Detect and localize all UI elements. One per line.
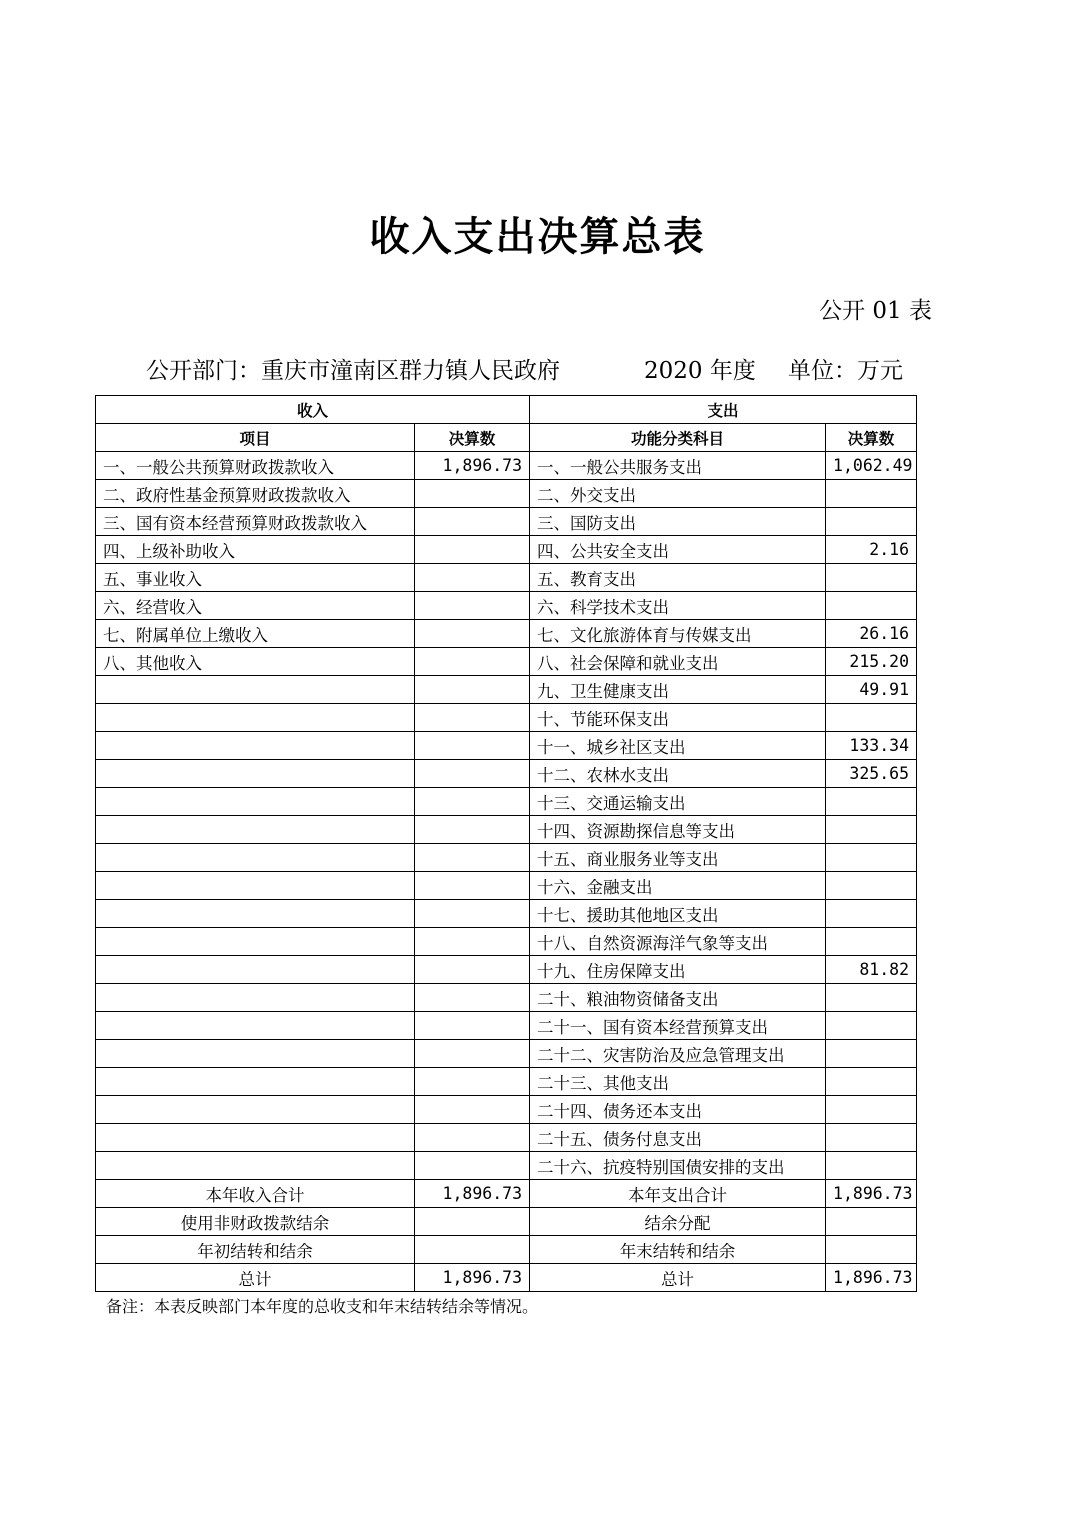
- col-header-amount-expense: 决算数: [826, 424, 917, 452]
- expense-amount-cell: 325.65: [826, 760, 917, 788]
- form-number: 公开 01 表: [819, 298, 932, 324]
- income-item-cell: [96, 844, 415, 872]
- nonfiscal-label: 使用非财政拨款结余: [96, 1208, 415, 1236]
- income-amount-cell: [415, 508, 530, 536]
- income-amount-cell: [415, 732, 530, 760]
- expense-amount-cell: [826, 844, 917, 872]
- col-header-item: 项目: [96, 424, 415, 452]
- expense-amount-cell: 26.16: [826, 620, 917, 648]
- expense-item-cell: 二、外交支出: [530, 480, 826, 508]
- table-row: [96, 480, 917, 508]
- expense-amount-cell: [826, 816, 917, 844]
- income-amount-cell: [415, 676, 530, 704]
- expense-item-cell: 十四、资源勘探信息等支出: [530, 816, 826, 844]
- nonfiscal-row: [96, 1208, 917, 1236]
- income-item-cell: [96, 872, 415, 900]
- table-row: [96, 872, 917, 900]
- expense-amount-cell: 49.91: [826, 676, 917, 704]
- expense-amount-cell: [826, 788, 917, 816]
- table-row: [96, 788, 917, 816]
- income-amount-cell: [415, 1152, 530, 1180]
- income-item-cell: [96, 1040, 415, 1068]
- expense-amount-cell: [826, 564, 917, 592]
- grand-total-expense-label: 总计: [530, 1264, 826, 1292]
- income-amount-cell: [415, 1040, 530, 1068]
- income-item-cell: [96, 676, 415, 704]
- table-row: [96, 1152, 917, 1180]
- income-item-cell: 八、其他收入: [96, 648, 415, 676]
- table-row: [96, 732, 917, 760]
- table-summary: [96, 1180, 917, 1292]
- table-row: [96, 676, 917, 704]
- expense-amount-cell: [826, 704, 917, 732]
- total-row: [96, 1180, 917, 1208]
- expense-item-cell: 二十六、抗疫特别国债安排的支出: [530, 1152, 826, 1180]
- table-row: [96, 592, 917, 620]
- table-row: [96, 704, 917, 732]
- expense-amount-cell: 2.16: [826, 536, 917, 564]
- table-row: [96, 816, 917, 844]
- income-item-cell: [96, 704, 415, 732]
- income-amount-cell: [415, 956, 530, 984]
- expense-amount-cell: 1,062.49: [826, 452, 917, 480]
- income-amount-cell: [415, 1124, 530, 1152]
- surplus-distribution-value: [826, 1208, 917, 1236]
- income-amount-cell: [415, 1012, 530, 1040]
- table-row: [96, 956, 917, 984]
- income-item-cell: 四、上级补助收入: [96, 536, 415, 564]
- income-amount-cell: [415, 760, 530, 788]
- income-amount-cell: [415, 1068, 530, 1096]
- income-amount-cell: [415, 704, 530, 732]
- expense-amount-cell: [826, 508, 917, 536]
- table-row: [96, 1124, 917, 1152]
- income-item-cell: 一、一般公共预算财政拨款收入: [96, 452, 415, 480]
- income-item-cell: [96, 732, 415, 760]
- begin-carryover-value: [415, 1236, 530, 1264]
- income-item-cell: 五、事业收入: [96, 564, 415, 592]
- income-item-cell: [96, 956, 415, 984]
- expense-item-cell: 二十一、国有资本经营预算支出: [530, 1012, 826, 1040]
- table-row: [96, 900, 917, 928]
- expense-item-cell: 十一、城乡社区支出: [530, 732, 826, 760]
- expense-item-cell: 二十二、灾害防治及应急管理支出: [530, 1040, 826, 1068]
- expense-item-cell: 十八、自然资源海洋气象等支出: [530, 928, 826, 956]
- table-row: [96, 648, 917, 676]
- income-amount-cell: [415, 564, 530, 592]
- expense-amount-cell: [826, 872, 917, 900]
- expense-amount-cell: [826, 1012, 917, 1040]
- total-expense-label: 本年支出合计: [530, 1180, 826, 1208]
- income-amount-cell: [415, 844, 530, 872]
- income-item-cell: [96, 816, 415, 844]
- expense-item-cell: 十七、援助其他地区支出: [530, 900, 826, 928]
- expense-amount-cell: [826, 984, 917, 1012]
- table-row: [96, 984, 917, 1012]
- table-row: [96, 844, 917, 872]
- income-amount-cell: [415, 620, 530, 648]
- end-carryover-label: 年末结转和结余: [530, 1236, 826, 1264]
- expense-item-cell: 五、教育支出: [530, 564, 826, 592]
- income-group-header: 收入: [96, 396, 530, 424]
- income-amount-cell: [415, 788, 530, 816]
- expense-item-cell: 二十五、债务付息支出: [530, 1124, 826, 1152]
- col-header-function: 功能分类科目: [530, 424, 826, 452]
- table-row: [96, 1068, 917, 1096]
- expense-item-cell: 七、文化旅游体育与传媒支出: [530, 620, 826, 648]
- expense-item-cell: 十三、交通运输支出: [530, 788, 826, 816]
- group-header-row: [96, 396, 917, 424]
- income-amount-cell: 1,896.73: [415, 452, 530, 480]
- income-amount-cell: [415, 592, 530, 620]
- income-item-cell: [96, 1124, 415, 1152]
- income-item-cell: [96, 1068, 415, 1096]
- table-row: [96, 536, 917, 564]
- table-row: [96, 760, 917, 788]
- unit-label: 单位：万元: [788, 358, 903, 384]
- table-row: [96, 620, 917, 648]
- expense-item-cell: 十二、农林水支出: [530, 760, 826, 788]
- expense-item-cell: 十五、商业服务业等支出: [530, 844, 826, 872]
- income-item-cell: [96, 788, 415, 816]
- total-income-value: 1,896.73: [415, 1180, 530, 1208]
- meta-line: [146, 352, 903, 385]
- income-item-cell: [96, 900, 415, 928]
- expense-amount-cell: [826, 1040, 917, 1068]
- table-row: [96, 508, 917, 536]
- income-item-cell: 二、政府性基金预算财政拨款收入: [96, 480, 415, 508]
- expense-amount-cell: [826, 592, 917, 620]
- department-label: 公开部门：重庆市潼南区群力镇人民政府: [146, 358, 560, 384]
- table-row: [96, 1012, 917, 1040]
- grand-total-expense-value: 1,896.73: [826, 1264, 917, 1292]
- expense-amount-cell: 133.34: [826, 732, 917, 760]
- income-amount-cell: [415, 648, 530, 676]
- expense-item-cell: 二十三、其他支出: [530, 1068, 826, 1096]
- end-carryover-value: [826, 1236, 917, 1264]
- income-item-cell: 七、附属单位上缴收入: [96, 620, 415, 648]
- expense-amount-cell: 81.82: [826, 956, 917, 984]
- income-amount-cell: [415, 872, 530, 900]
- income-amount-cell: [415, 900, 530, 928]
- expense-item-cell: 九、卫生健康支出: [530, 676, 826, 704]
- expense-amount-cell: [826, 1152, 917, 1180]
- expense-amount-cell: [826, 480, 917, 508]
- footnote: 备注：本表反映部门本年度的总收支和年末结转结余等情况。: [106, 1297, 539, 1316]
- budget-table: [95, 395, 917, 1292]
- column-header-row: [96, 424, 917, 452]
- expense-item-cell: 十、节能环保支出: [530, 704, 826, 732]
- expense-item-cell: 二十、粮油物资储备支出: [530, 984, 826, 1012]
- expense-item-cell: 十六、金融支出: [530, 872, 826, 900]
- expense-amount-cell: [826, 1124, 917, 1152]
- income-item-cell: [96, 984, 415, 1012]
- income-item-cell: 六、经营收入: [96, 592, 415, 620]
- expense-item-cell: 四、公共安全支出: [530, 536, 826, 564]
- income-amount-cell: [415, 984, 530, 1012]
- expense-item-cell: 一、一般公共服务支出: [530, 452, 826, 480]
- income-item-cell: [96, 1012, 415, 1040]
- table-row: [96, 928, 917, 956]
- expense-item-cell: 六、科学技术支出: [530, 592, 826, 620]
- expense-group-header: 支出: [530, 396, 917, 424]
- grand-total-income-label: 总计: [96, 1264, 415, 1292]
- nonfiscal-value: [415, 1208, 530, 1236]
- begin-carryover-label: 年初结转和结余: [96, 1236, 415, 1264]
- income-item-cell: 三、国有资本经营预算财政拨款收入: [96, 508, 415, 536]
- income-amount-cell: [415, 1096, 530, 1124]
- expense-item-cell: 二十四、债务还本支出: [530, 1096, 826, 1124]
- income-item-cell: [96, 1096, 415, 1124]
- expense-amount-cell: [826, 1096, 917, 1124]
- income-amount-cell: [415, 536, 530, 564]
- expense-amount-cell: [826, 900, 917, 928]
- table-row: [96, 564, 917, 592]
- income-amount-cell: [415, 480, 530, 508]
- table-row: [96, 1096, 917, 1124]
- year-label: 2020 年度: [644, 358, 756, 384]
- table-row: [96, 452, 917, 480]
- expense-amount-cell: 215.20: [826, 648, 917, 676]
- grand-total-income-value: 1,896.73: [415, 1264, 530, 1292]
- income-item-cell: [96, 1152, 415, 1180]
- income-amount-cell: [415, 928, 530, 956]
- income-amount-cell: [415, 816, 530, 844]
- expense-item-cell: 三、国防支出: [530, 508, 826, 536]
- total-expense-value: 1,896.73: [826, 1180, 917, 1208]
- table-row: [96, 1040, 917, 1068]
- carryover-row: [96, 1236, 917, 1264]
- expense-amount-cell: [826, 928, 917, 956]
- income-item-cell: [96, 760, 415, 788]
- col-header-amount: 决算数: [415, 424, 530, 452]
- expense-item-cell: 八、社会保障和就业支出: [530, 648, 826, 676]
- grand-total-row: [96, 1264, 917, 1292]
- expense-item-cell: 十九、住房保障支出: [530, 956, 826, 984]
- surplus-distribution-label: 结余分配: [530, 1208, 826, 1236]
- total-income-label: 本年收入合计: [96, 1180, 415, 1208]
- income-item-cell: [96, 928, 415, 956]
- expense-amount-cell: [826, 1068, 917, 1096]
- page-title: 收入支出决算总表: [369, 213, 706, 260]
- table-body: [96, 452, 917, 1180]
